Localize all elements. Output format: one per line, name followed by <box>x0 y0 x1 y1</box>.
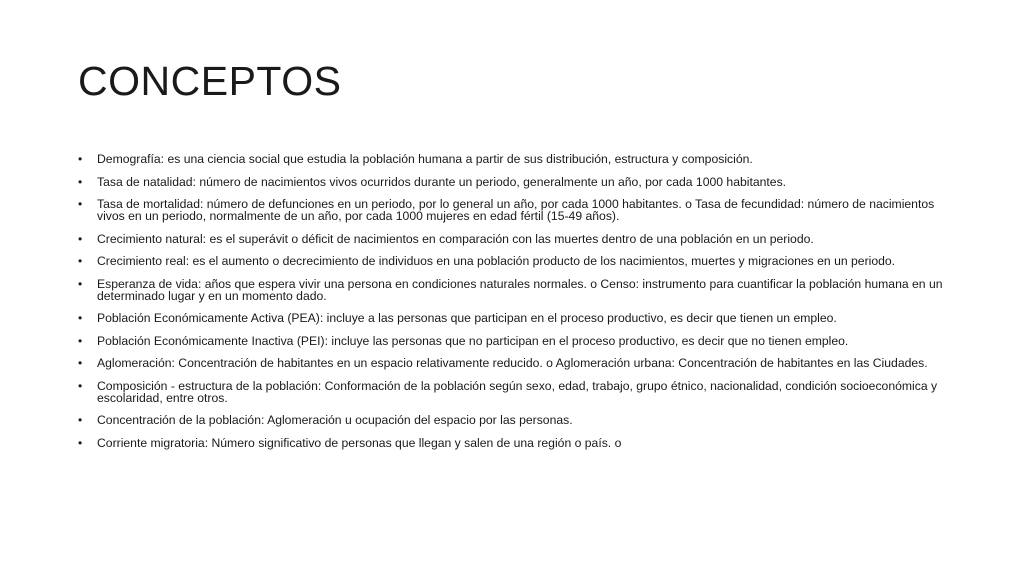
bullet-list <box>77 153 957 459</box>
list-item <box>77 233 957 245</box>
list-item <box>77 335 957 347</box>
slide-title: CONCEPTOS <box>78 58 342 104</box>
list-item <box>77 278 957 302</box>
bullet-icon: • <box>78 356 83 370</box>
bullet-icon: • <box>78 197 83 211</box>
list-item-text: Esperanza de vida: años que espera vivir una persona en condiciones naturales normales. o Censo: instrumento para cuantificar la población humana en un determinado lugar y en un momento dado. <box>97 276 943 303</box>
list-item-text: Composición - estructura de la población: Conformación de la población según sexo, edad, trabajo, grupo étnico, nacionalidad, condición socioeconómica y escolaridad, entre otros. <box>97 378 938 405</box>
list-item <box>77 437 957 449</box>
bullet-icon: • <box>78 378 83 393</box>
bullet-icon: • <box>78 231 83 246</box>
list-item <box>77 414 957 426</box>
bullet-icon: • <box>78 152 83 166</box>
list-item-text: Población Económicamente Inactiva (PEI): incluye las personas que no participan en el proceso productivo, es decir que no tienen empleo. <box>97 333 849 348</box>
list-item <box>77 380 957 404</box>
list-item-text: Concentración de la población: Aglomeración u ocupación del espacio por las personas. <box>97 413 573 427</box>
list-item <box>77 255 957 267</box>
bullet-icon: • <box>78 254 83 268</box>
list-item <box>77 357 957 369</box>
list-item-text: Crecimiento real: es el aumento o decrecimiento de individuos en una población producto de los nacimientos, muertes y migraciones en un periodo. <box>97 254 896 268</box>
bullet-icon: • <box>78 435 83 450</box>
list-item <box>77 176 957 188</box>
bullet-icon: • <box>78 174 83 189</box>
list-item <box>77 312 957 324</box>
list-item-text: Población Económicamente Activa (PEA): incluye a las personas que participan en el proceso productivo, es decir que tienen un empleo. <box>97 311 837 325</box>
bullet-icon: • <box>78 413 83 427</box>
list-item <box>77 153 957 165</box>
bullet-icon: • <box>78 311 83 325</box>
list-item <box>77 198 957 222</box>
list-item-text: Demografía: es una ciencia social que estudia la población humana a partir de sus distribución, estructura y composición. <box>97 152 753 166</box>
bullet-icon: • <box>78 276 83 291</box>
list-item-text: Aglomeración: Concentración de habitantes en un espacio relativamente reducido. o Aglomeración urbana: Concentración de habitantes en las Ciudades. <box>97 356 928 370</box>
list-item-text: Tasa de mortalidad: número de defunciones en un periodo, por lo general un año, por cada 1000 habitantes. o Tasa de fecundidad: número de nacimientos vivos en un periodo, normalmente de un año, por cada 1000 mujeres en edad fértil (15-49 años). <box>97 197 935 223</box>
list-item-text: Crecimiento natural: es el superávit o déficit de nacimientos en comparación con las muertes dentro de una población en un periodo. <box>97 231 814 246</box>
bullet-icon: • <box>78 333 83 348</box>
list-item-text: Corriente migratoria: Número significativo de personas que llegan y salen de una región o país. o <box>97 435 622 450</box>
list-item-text: Tasa de natalidad: número de nacimientos vivos ocurridos durante un periodo, generalmente un año, por cada 1000 habitantes. <box>97 174 787 189</box>
